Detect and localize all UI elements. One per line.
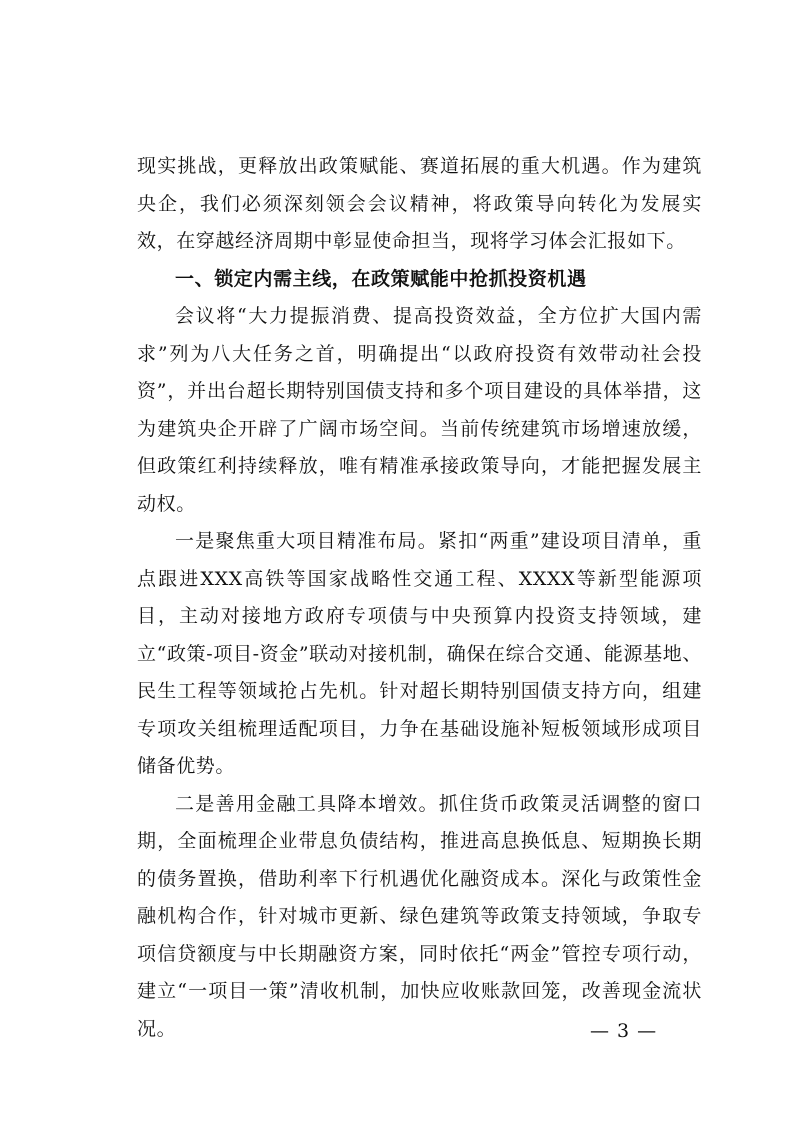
body-paragraph-2: 一是聚焦重大项目精准布局。紧扣“两重”建设项目清单，重点跟进XXX高铁等国家战略性交通工程、XXXX等新型能源项目，主动对接地方政府专项债与中央预算内投资支持领域，建立“政策-项目-资金”联动对接机制，确保在综合交通、能源基地、民生工程等领域抢占先机。针对超长期特别国债支持方向，组建专项攻关组梳理适配项目，力争在基础设施补短板领域形成项目储备优势。 xyxy=(137,530,702,777)
intro-paragraph: 现实挑战，更释放出政策赋能、赛道拓展的重大机遇。作为建筑央企，我们必须深刻领会会议精神，将政策导向转化为发展实效，在穿越经济周期中彰显使命担当，现将学习体会汇报如下。 xyxy=(137,155,702,252)
section-heading: 一、锁定内需主线，在政策赋能中抢抓投资机遇 xyxy=(175,267,587,290)
page-number: — 3 — xyxy=(590,1020,658,1042)
body-paragraph-1: 会议将“大力提振消费、提高投资效益，全方位扩大国内需求”列为八大任务之首，明确提出“以政府投资有效带动社会投资”，并出台超长期特别国债支持和多个项目建设的具体举措，这为建筑央企开辟了广阔市场空间。当前传统建筑市场增速放缓，但政策红利持续释放，唯有精准承接政策导向，才能把握发展主动权。 xyxy=(137,305,702,515)
body-paragraph-3: 二是善用金融工具降本增效。抓住货币政策灵活调整的窗口期，全面梳理企业带息负债结构，推进高息换低息、短期换长期的债务置换，借助利率下行机遇优化融资成本。深化与政策性金融机构合作，针对城市更新、绿色建筑等政策支持领域，争取专项信贷额度与中长期融资方案，同时依托“两金”管控专项行动，建立“一项目一策”清收机制，加快应收账款回笼，改善现金流状况。 xyxy=(137,792,702,1040)
document-body xyxy=(137,148,702,1048)
